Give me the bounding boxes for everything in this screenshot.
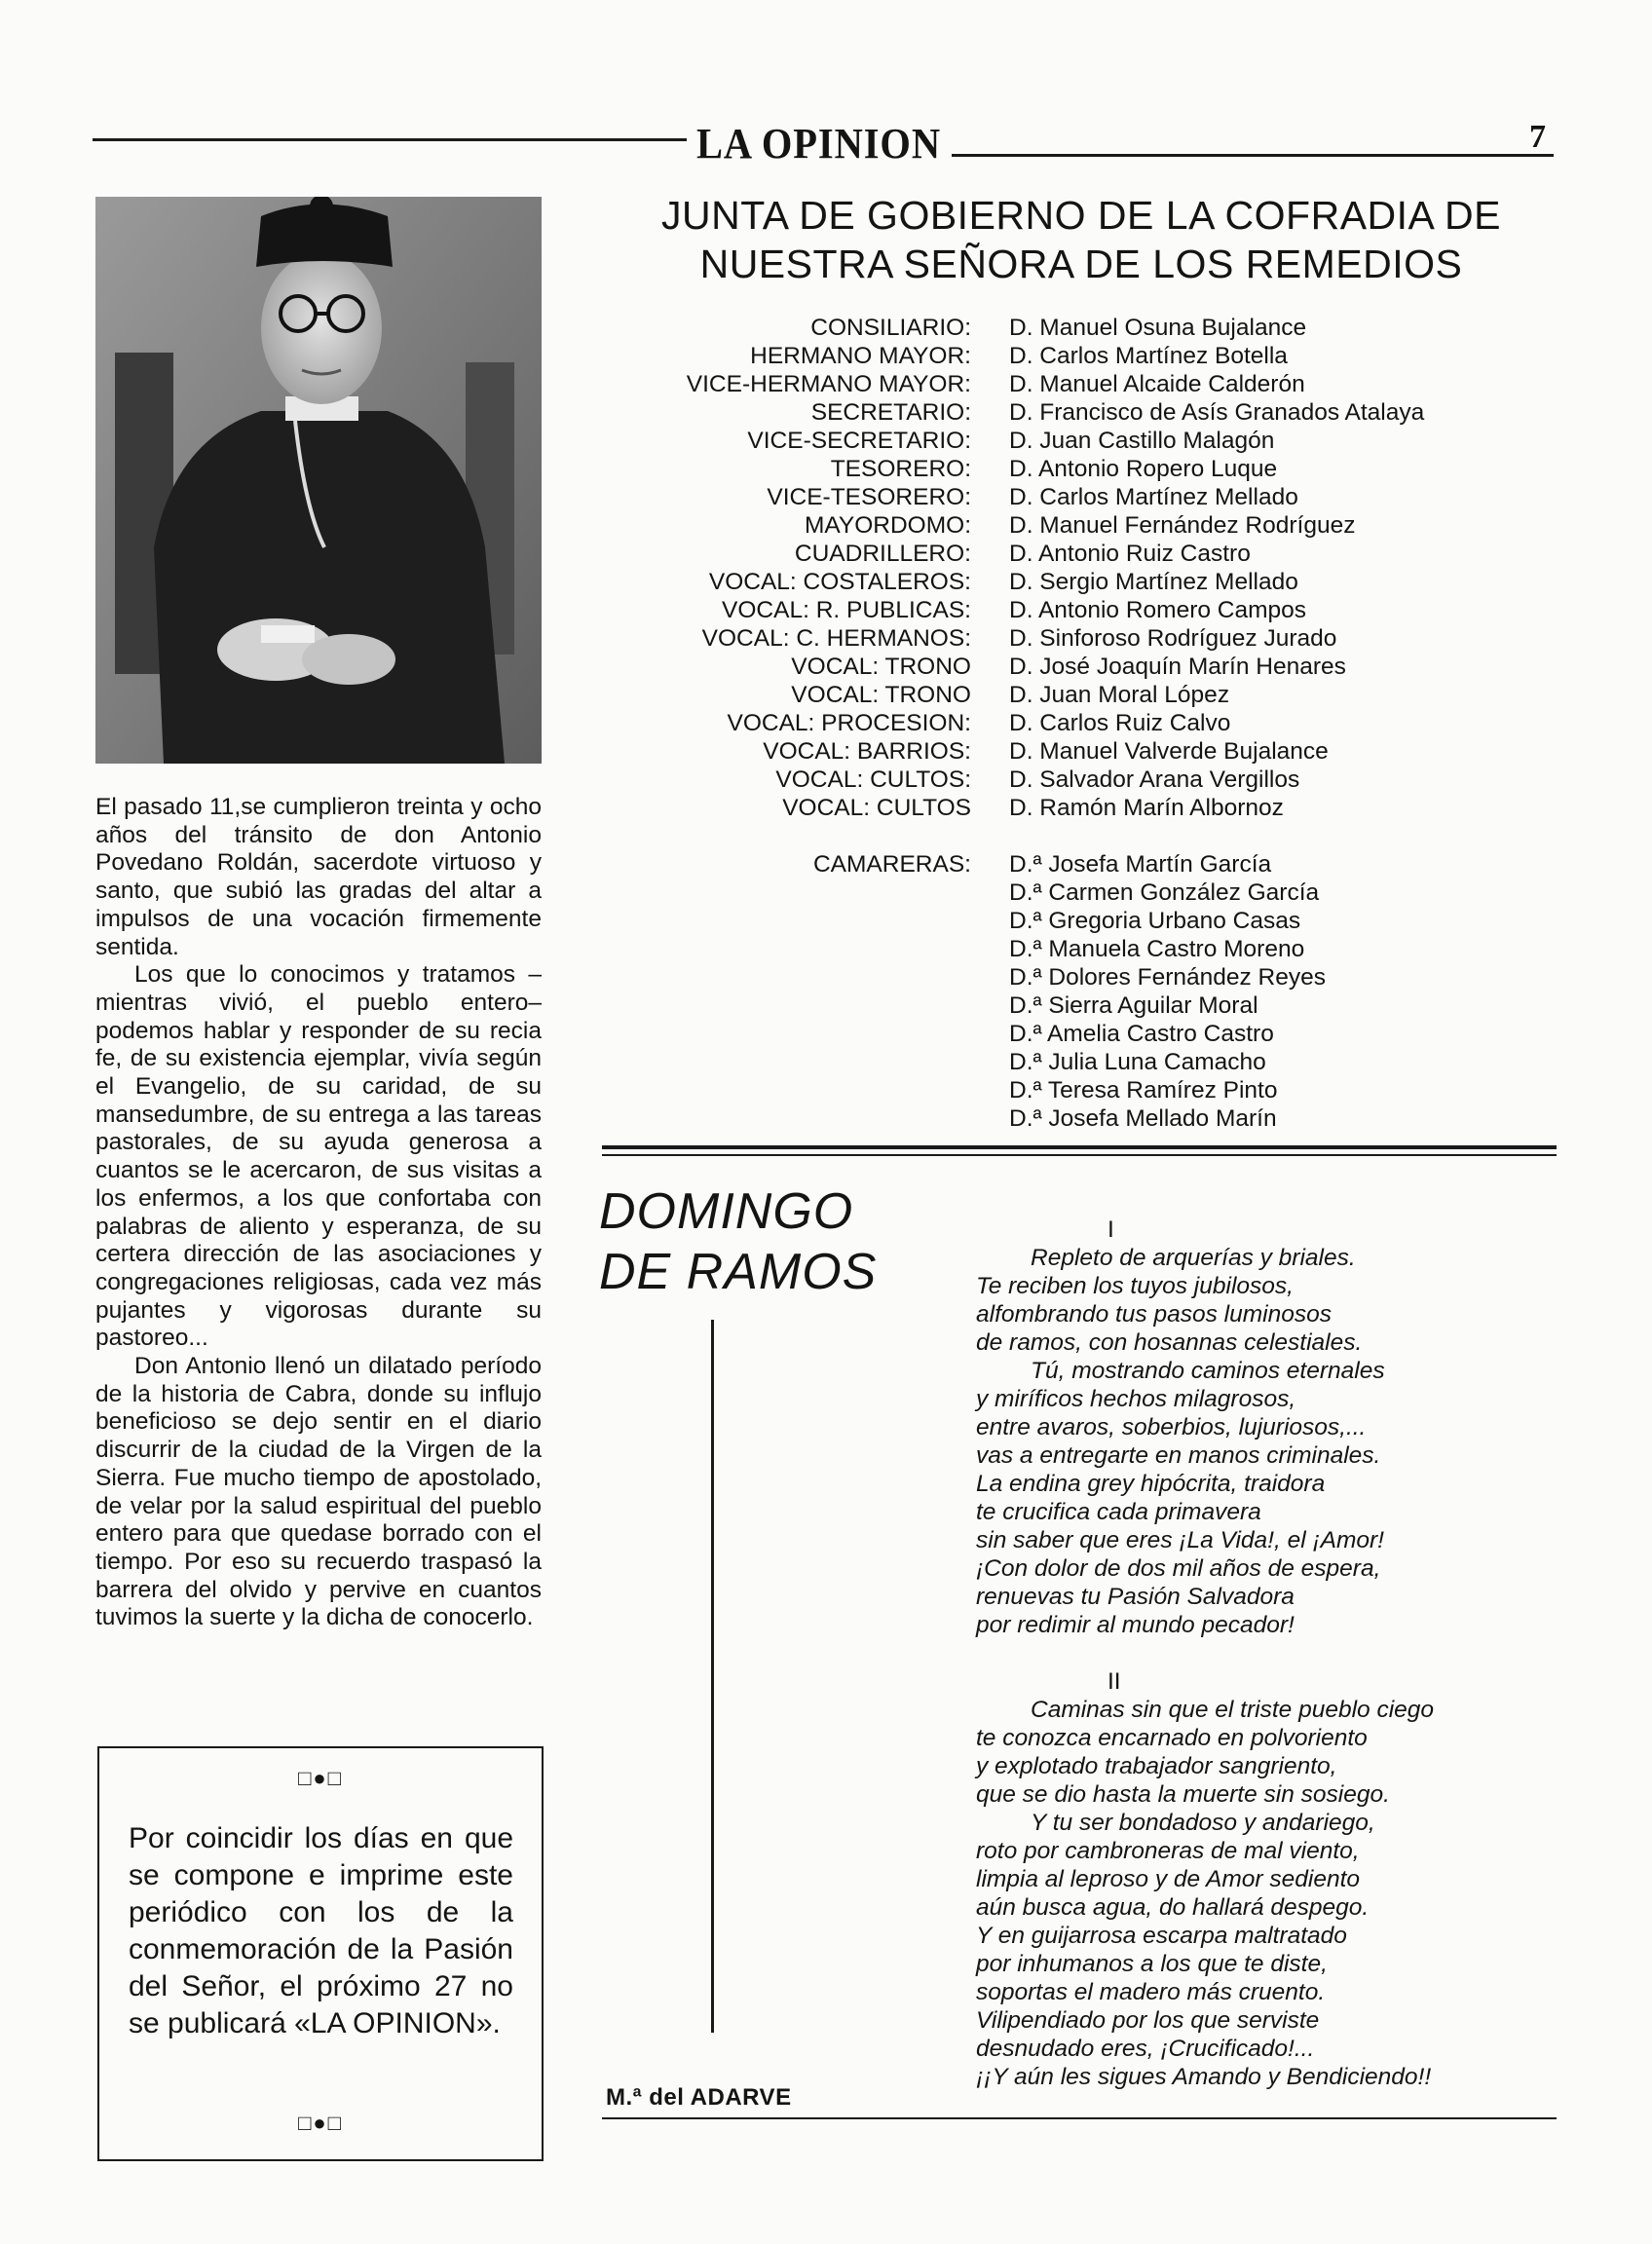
poem-line: te conozca encarnado en polvoriento <box>976 1725 1368 1751</box>
poem-author: M.ª del ADARVE <box>606 2084 792 2111</box>
camareras-label: CAMARERAS: <box>812 851 971 878</box>
newspaper-title: LA OPINION <box>696 120 942 168</box>
camareras-list <box>1009 850 1496 1133</box>
masthead-rule-left <box>93 138 687 141</box>
poem-line: Y tu ser bondadoso y andariego, <box>1031 1810 1375 1836</box>
camarera-name: D.ª Dolores Fernández Reyes <box>1009 964 1326 991</box>
camarera-name: D.ª Julia Luna Camacho <box>1009 1049 1266 1075</box>
poem-body <box>976 1216 1560 2091</box>
member-role: VOCAL: R. PUBLICAS: <box>722 597 971 623</box>
poem-title-line2: DE RAMOS <box>599 1244 878 1300</box>
member-role: VOCAL: TRONO <box>791 682 971 708</box>
poem-vertical-rule <box>711 1320 714 2033</box>
poem-line: ¡¡Y aún les sigues Amando y Bendiciendo!! <box>976 2064 1432 2090</box>
article-paragraph: Don Antonio llenó un dilatado período de la historia de Cabra, donde su influjo beneficioso se dejo sentir en el diario discurrir de la ciudad de la Virgen de la Sierra. Fue mucho tiempo de apostolado, de velar por la salud espiritual del pueblo entero para que quedase borrado con el tiempo. Por eso su recuerdo traspasó la barrera del olvido y pervive en cuantos tuvimos la suerte y la dicha de conocerlo. <box>95 1353 542 1631</box>
member-name: D. Antonio Ruiz Castro <box>1009 541 1251 567</box>
member-role: VOCAL: TRONO <box>791 654 971 680</box>
camarera-name: D.ª Sierra Aguilar Moral <box>1009 992 1258 1019</box>
poem-title <box>599 1181 877 1302</box>
junta-roles-column <box>584 314 971 822</box>
ornament-bottom: □●□ <box>298 2111 343 2135</box>
member-name: D. Carlos Martínez Botella <box>1009 343 1288 369</box>
member-role: VOCAL: PROCESION: <box>727 710 971 736</box>
poem-section-numeral: II <box>1108 1668 1121 1695</box>
member-role: VICE-TESORERO: <box>767 484 971 510</box>
member-name: D. Sinforoso Rodríguez Jurado <box>1009 625 1337 652</box>
poem-line: Vilipendiado por los que serviste <box>976 2007 1320 2034</box>
poem-line: Caminas sin que el triste pueblo ciego <box>1031 1697 1435 1723</box>
member-role: VOCAL: BARRIOS: <box>763 738 971 765</box>
member-role: MAYORDOMO: <box>804 512 971 539</box>
member-name: D. Manuel Fernández Rodríguez <box>1009 512 1356 539</box>
publication-notice-box <box>97 1746 544 2161</box>
priest-portrait-photo <box>95 197 542 764</box>
member-name: D. Manuel Valverde Bujalance <box>1009 738 1329 765</box>
poem-line: Te reciben los tuyos jubilosos, <box>976 1273 1294 1299</box>
poem-line: aún busca agua, do hallará despego. <box>976 1894 1370 1921</box>
camarera-name: D.ª Amelia Castro Castro <box>1009 1021 1274 1047</box>
member-name: D. José Joaquín Marín Henares <box>1009 654 1346 680</box>
obituary-article <box>95 794 542 1632</box>
camarera-name: D.ª Teresa Ramírez Pinto <box>1009 1077 1278 1103</box>
article-paragraph: Los que lo conocimos y tratamos –mientras vivió, el pueblo entero– podemos hablar y responder de su recia fe, de su existencia ejemplar, vivía según el Evangelio, de su caridad, de su mansedumbre, de su entrega a las tareas pastorales, de su ayuda generosa a cuantos se le acercaron, de sus visitas a los enfermos, a los que confortaba con palabras de aliento y esperanza, de su certera dirección de las asociaciones y congregaciones religiosas, cada vez más pujantes y vigorosas durante su pastoreo... <box>95 961 542 1352</box>
poem-section-numeral: I <box>1108 1216 1114 1243</box>
member-name: D. Manuel Alcaide Calderón <box>1009 371 1305 397</box>
article-paragraph: El pasado 11,se cumplieron treinta y ocho años del tránsito de don Antonio Povedano Roldán, sacerdote virtuoso y santo, que subió las gradas del altar a impulsos de una vocación firmemente sentida. <box>95 794 542 960</box>
poem-line: vas a entregarte en manos criminales. <box>976 1442 1381 1469</box>
junta-title <box>584 191 1578 288</box>
junta-title-line2: NUESTRA SEÑORA DE LOS REMEDIOS <box>699 242 1463 286</box>
member-role: VOCAL: C. HERMANOS: <box>701 625 971 652</box>
poem-line: limpia al leproso y de Amor sediento <box>976 1866 1361 1892</box>
camarera-name: D.ª Manuela Castro Moreno <box>1009 936 1305 962</box>
masthead <box>93 115 1554 173</box>
member-name: D. Carlos Martínez Mellado <box>1009 484 1298 510</box>
poem-line: por redimir al mundo pecador! <box>976 1612 1295 1638</box>
page-number: 7 <box>1529 119 1546 155</box>
member-role: TESORERO: <box>830 456 971 482</box>
ornament-top: □●□ <box>298 1766 343 1790</box>
member-role: VICE-SECRETARIO: <box>747 428 971 454</box>
poem-line: por inhumanos a los que te diste, <box>976 1951 1328 1977</box>
poem-line: y explotado trabajador sangriento, <box>976 1753 1337 1779</box>
camarera-name: D.ª Josefa Mellado Marín <box>1009 1105 1277 1132</box>
section-divider-thin <box>602 1154 1557 1156</box>
junta-names-column <box>1009 314 1555 822</box>
masthead-rule-right <box>952 154 1554 157</box>
poem-line: soportas el madero más cruento. <box>976 1979 1326 2005</box>
poem-line: Repleto de arquerías y briales. <box>1031 1245 1356 1271</box>
poem-line: que se dio hasta la muerte sin sosiego. <box>976 1781 1390 1808</box>
poem-line: entre avaros, soberbios, lujuriosos,... <box>976 1414 1367 1440</box>
poem-line: ¡Con dolor de dos mil años de espera, <box>976 1555 1381 1582</box>
member-name: D. Sergio Martínez Mellado <box>1009 569 1298 595</box>
member-role: CUADRILLERO: <box>794 541 971 567</box>
member-role: VOCAL: CULTOS: <box>775 767 971 793</box>
member-role: SECRETARIO: <box>810 399 971 426</box>
notice-text: Por coincidir los días en que se compone e imprime este periódico con los de la conmemoración de la Pasión del Señor, el próximo 27 no se publicará «LA OPINION». <box>129 1822 513 2039</box>
priest-portrait-illustration <box>95 197 542 764</box>
poem-line: Y en guijarrosa escarpa maltratado <box>976 1923 1347 1949</box>
member-name: D. Ramón Marín Albornoz <box>1009 795 1284 821</box>
poem-line: sin saber que eres ¡La Vida!, el ¡Amor! <box>976 1527 1384 1553</box>
member-role: CONSILIARIO: <box>810 315 971 341</box>
poem-line: y miríficos hechos milagrosos, <box>976 1386 1296 1412</box>
poem-title-line1: DOMINGO <box>599 1183 854 1240</box>
section-divider <box>602 1145 1557 1149</box>
member-name: D. Carlos Ruiz Calvo <box>1009 710 1231 736</box>
member-name: D. Juan Moral López <box>1009 682 1230 708</box>
poem-line: desnudado eres, ¡Crucificado!... <box>976 2036 1315 2062</box>
poem-line: alfombrando tus pasos luminosos <box>976 1301 1332 1328</box>
poem-line: de ramos, con hosannas celestiales. <box>976 1329 1363 1356</box>
poem-line: renuevas tu Pasión Salvadora <box>976 1584 1295 1610</box>
member-name: D. Salvador Arana Vergillos <box>1009 767 1300 793</box>
member-role: VICE-HERMANO MAYOR: <box>686 371 971 397</box>
member-name: D. Manuel Osuna Bujalance <box>1009 315 1307 341</box>
member-name: D. Antonio Ropero Luque <box>1009 456 1278 482</box>
camarera-name: D.ª Josefa Martín García <box>1009 851 1272 878</box>
member-name: D. Antonio Romero Campos <box>1009 597 1307 623</box>
poem-line: La endina grey hipócrita, traidora <box>976 1471 1326 1497</box>
camarera-name: D.ª Carmen González García <box>1009 879 1320 906</box>
poem-line: Tú, mostrando caminos eternales <box>1031 1358 1385 1384</box>
member-role: VOCAL: COSTALEROS: <box>708 569 971 595</box>
member-name: D. Juan Castillo Malagón <box>1009 428 1275 454</box>
camarera-name: D.ª Gregoria Urbano Casas <box>1009 908 1301 934</box>
member-role: VOCAL: CULTOS <box>782 795 971 821</box>
poem-line: te crucifica cada primavera <box>976 1499 1261 1525</box>
member-name: D. Francisco de Asís Granados Atalaya <box>1009 399 1425 426</box>
member-role: HERMANO MAYOR: <box>750 343 971 369</box>
bottom-rule <box>602 2117 1557 2119</box>
junta-title-line1: JUNTA DE GOBIERNO DE LA COFRADIA DE <box>661 193 1501 238</box>
poem-line: roto por cambroneras de mal viento, <box>976 1838 1360 1864</box>
